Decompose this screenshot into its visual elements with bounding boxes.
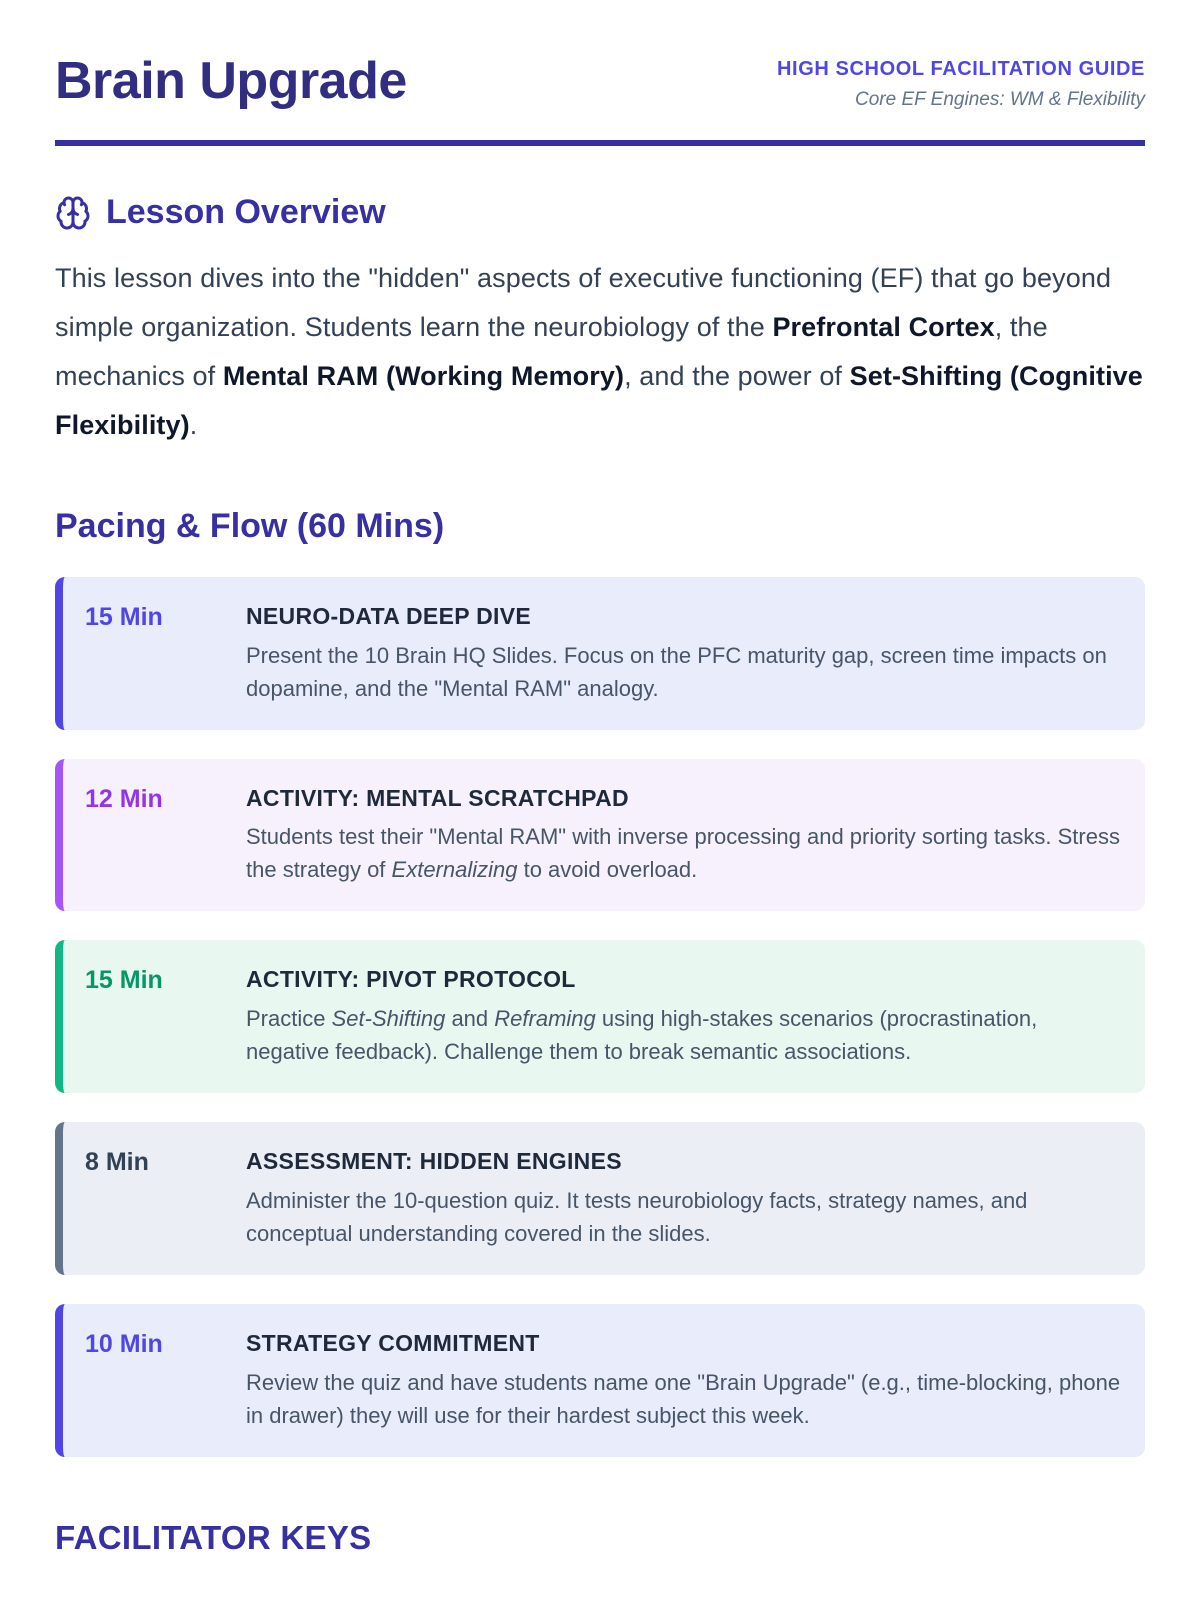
pacing-card-mental-scratchpad xyxy=(55,759,1145,912)
header-divider xyxy=(55,140,1145,146)
card-title: STRATEGY COMMITMENT xyxy=(246,1330,540,1357)
lesson-overview-heading xyxy=(55,194,1145,231)
card-time: 15 Min xyxy=(85,966,163,995)
card-title: ASSESSMENT: HIDDEN ENGINES xyxy=(246,1148,622,1175)
facilitator-keys-heading: FACILITATOR KEYS xyxy=(55,1519,372,1557)
card-title: NEURO-DATA DEEP DIVE xyxy=(246,602,532,629)
card-title: ACTIVITY: PIVOT PROTOCOL xyxy=(246,966,576,993)
pacing-card-hidden-engines xyxy=(55,1122,1145,1275)
card-body xyxy=(246,602,1121,705)
page-title: Brain Upgrade xyxy=(55,52,407,110)
card-time: 10 Min xyxy=(85,1330,163,1359)
card-title: ACTIVITY: MENTAL SCRATCHPAD xyxy=(246,784,629,811)
pacing-heading: Pacing & Flow (60 Mins) xyxy=(55,507,445,546)
lesson-overview-heading-text: Lesson Overview xyxy=(106,193,386,232)
brain-icon xyxy=(55,195,91,231)
card-description: Present the 10 Brain HQ Slides. Focus on the PFC maturity gap, screen time impacts on dopamine, and the "Mental RAM" analogy. xyxy=(246,642,1107,701)
card-description: Review the quiz and have students name one "Brain Upgrade" (e.g., time-blocking, phone in drawer) they will use for their hardest subject this week. xyxy=(246,1370,1121,1429)
guide-label: HIGH SCHOOL FACILITATION GUIDE xyxy=(777,58,1145,80)
pacing-card-list xyxy=(55,577,1145,1457)
header-right xyxy=(777,50,1145,111)
card-description: Practice Set-Shifting and Reframing using high-stakes scenarios (procrastination, negative feedback). Challenge them to break semantic associations. xyxy=(246,1006,1038,1065)
card-body xyxy=(246,784,1121,887)
card-body xyxy=(246,1329,1121,1432)
card-time: 8 Min xyxy=(85,1148,149,1177)
guide-subtitle: Core EF Engines: WM & Flexibility xyxy=(854,89,1145,110)
card-description: Students test their "Mental RAM" with inverse processing and priority sorting tasks. Stress the strategy of Externalizing to avoid overload. xyxy=(246,824,1120,883)
overview-paragraph: This lesson dives into the "hidden" aspects of executive functioning (EF) that go beyond simple organization. Students learn the neurobiology of the Prefrontal Cortex, the mechanics of Mental RAM (Working Memory), and the power of Set-Shifting (Cognitive Flexibility). xyxy=(55,262,1143,441)
card-description: Administer the 10-question quiz. It tests neurobiology facts, strategy names, and conceptual understanding covered in the slides. xyxy=(246,1188,1028,1247)
card-body xyxy=(246,965,1121,1068)
lesson-overview-section xyxy=(55,194,1145,450)
pacing-section xyxy=(55,508,1145,1457)
page-header xyxy=(55,50,1145,112)
pacing-card-pivot-protocol xyxy=(55,940,1145,1093)
pacing-card-strategy-commitment xyxy=(55,1304,1145,1457)
card-time: 12 Min xyxy=(85,784,163,813)
pacing-card-neuro-data xyxy=(55,577,1145,730)
card-time: 15 Min xyxy=(85,602,163,631)
card-body xyxy=(246,1147,1121,1250)
